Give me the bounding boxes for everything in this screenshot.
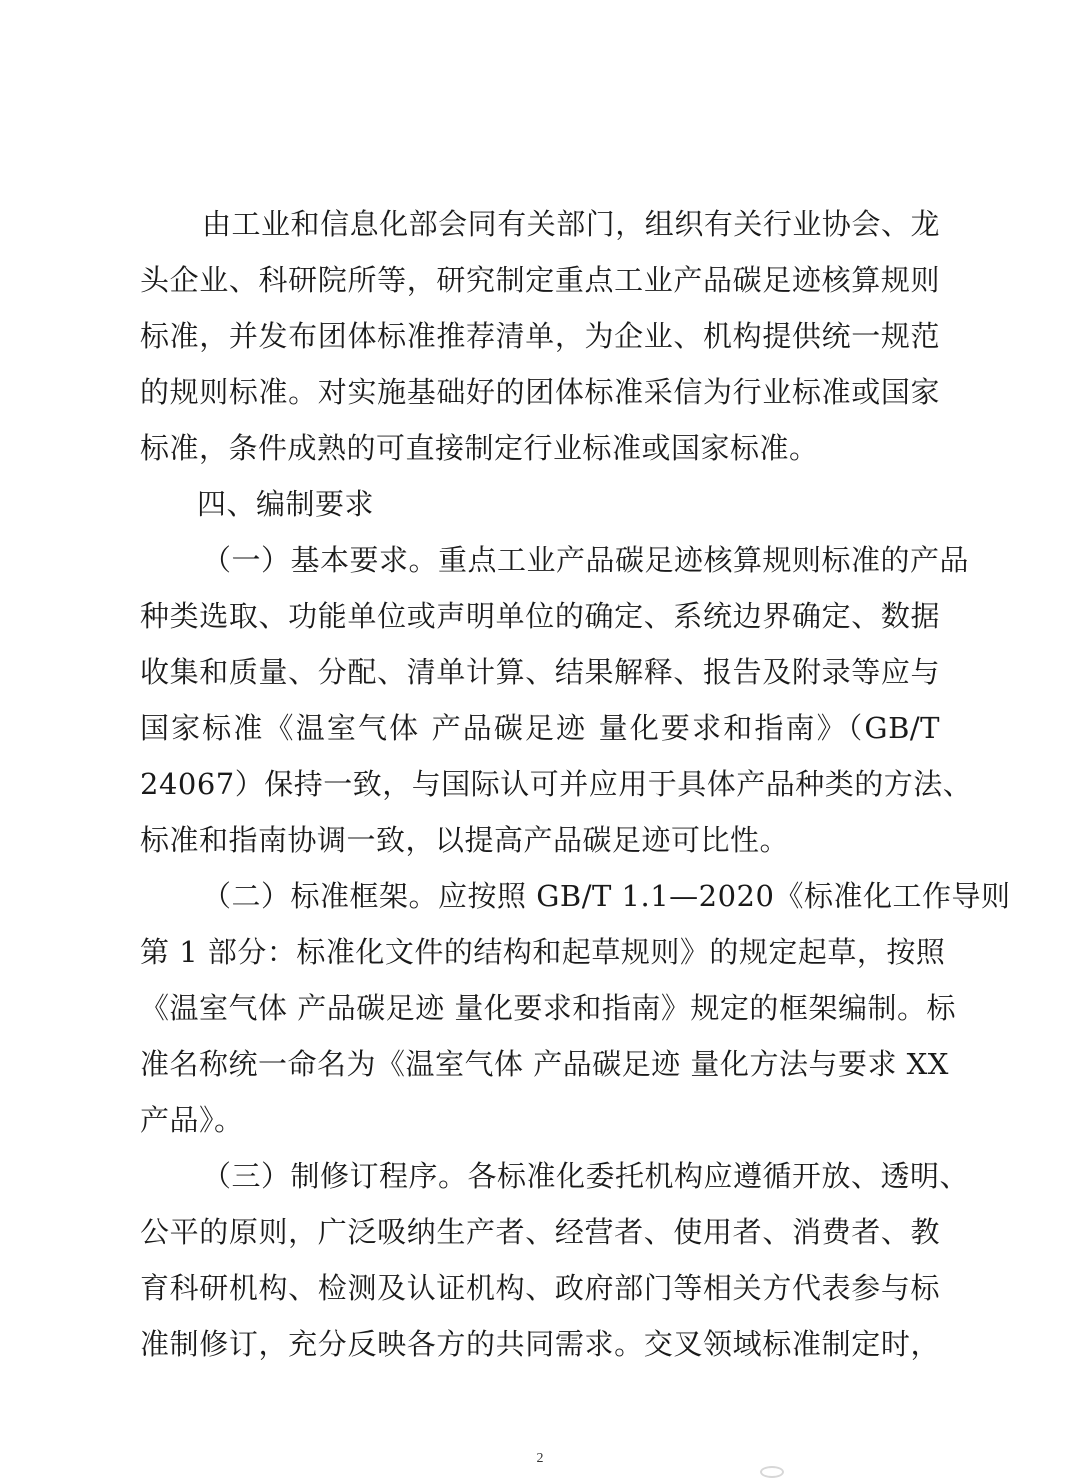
paragraph-3-line-2: 第 1 部分：标准化文件的结构和起草规则》的规定起草，按照 <box>140 935 946 969</box>
paragraph-3-line-3: 《温室气体 产品碳足迹 量化要求和指南》规定的框架编制。标 <box>140 991 956 1025</box>
paragraph-2-line-1: （一）基本要求。重点工业产品碳足迹核算规则标准的产品 <box>202 543 970 577</box>
paragraph-4-line-2: 公平的原则，广泛吸纳生产者、经营者、使用者、消费者、教 <box>140 1215 940 1249</box>
page-number: 2 <box>536 1451 544 1466</box>
section-heading: 四、编制要求 <box>197 487 375 521</box>
paragraph-3-line-1: （二）标准框架。应按照 GB/T 1.1—2020《标准化工作导则 <box>202 879 1011 913</box>
paragraph-3-line-4: 准名称统一命名为《温室气体 产品碳足迹 量化方法与要求 XX <box>140 1047 949 1081</box>
paragraph-2-line-5: 24067）保持一致，与国际认可并应用于具体产品种类的方法、 <box>140 767 973 801</box>
watermark-logo <box>760 1466 784 1478</box>
paragraph-2-line-2: 种类选取、功能单位或声明单位的确定、系统边界确定、数据 <box>140 599 940 633</box>
paragraph-4-line-3: 育科研机构、检测及认证机构、政府部门等相关方代表参与标 <box>140 1271 940 1305</box>
document-body <box>140 196 1011 1372</box>
paragraph-2-line-3: 收集和质量、分配、清单计算、结果解释、报告及附录等应与 <box>140 655 940 689</box>
paragraph-3-line-5: 产品》。 <box>140 1103 244 1137</box>
paragraph-4-line-4: 准制修订，充分反映各方的共同需求。交叉领域标准制定时， <box>140 1327 940 1361</box>
paragraph-4-line-1: （三）制修订程序。各标准化委托机构应遵循开放、透明、 <box>202 1159 970 1193</box>
paragraph-1-line-4: 的规则标准。对实施基础好的团体标准采信为行业标准或国家 <box>140 375 940 409</box>
paragraph-1-line-2: 头企业、科研院所等，研究制定重点工业产品碳足迹核算规则 <box>140 263 940 297</box>
paragraph-1-line-5: 标准，条件成熟的可直接制定行业标准或国家标准。 <box>140 431 819 465</box>
paragraph-2-line-4: 国家标准《温室气体 产品碳足迹 量化要求和指南》（GB/T <box>140 711 940 745</box>
paragraph-2-line-6: 标准和指南协调一致，以提高产品碳足迹可比性。 <box>140 823 790 857</box>
paragraph-1-line-1: 由工业和信息化部会同有关部门，组织有关行业协会、龙 <box>202 207 940 241</box>
paragraph-1-line-3: 标准，并发布团体标准推荐清单，为企业、机构提供统一规范 <box>140 319 940 353</box>
